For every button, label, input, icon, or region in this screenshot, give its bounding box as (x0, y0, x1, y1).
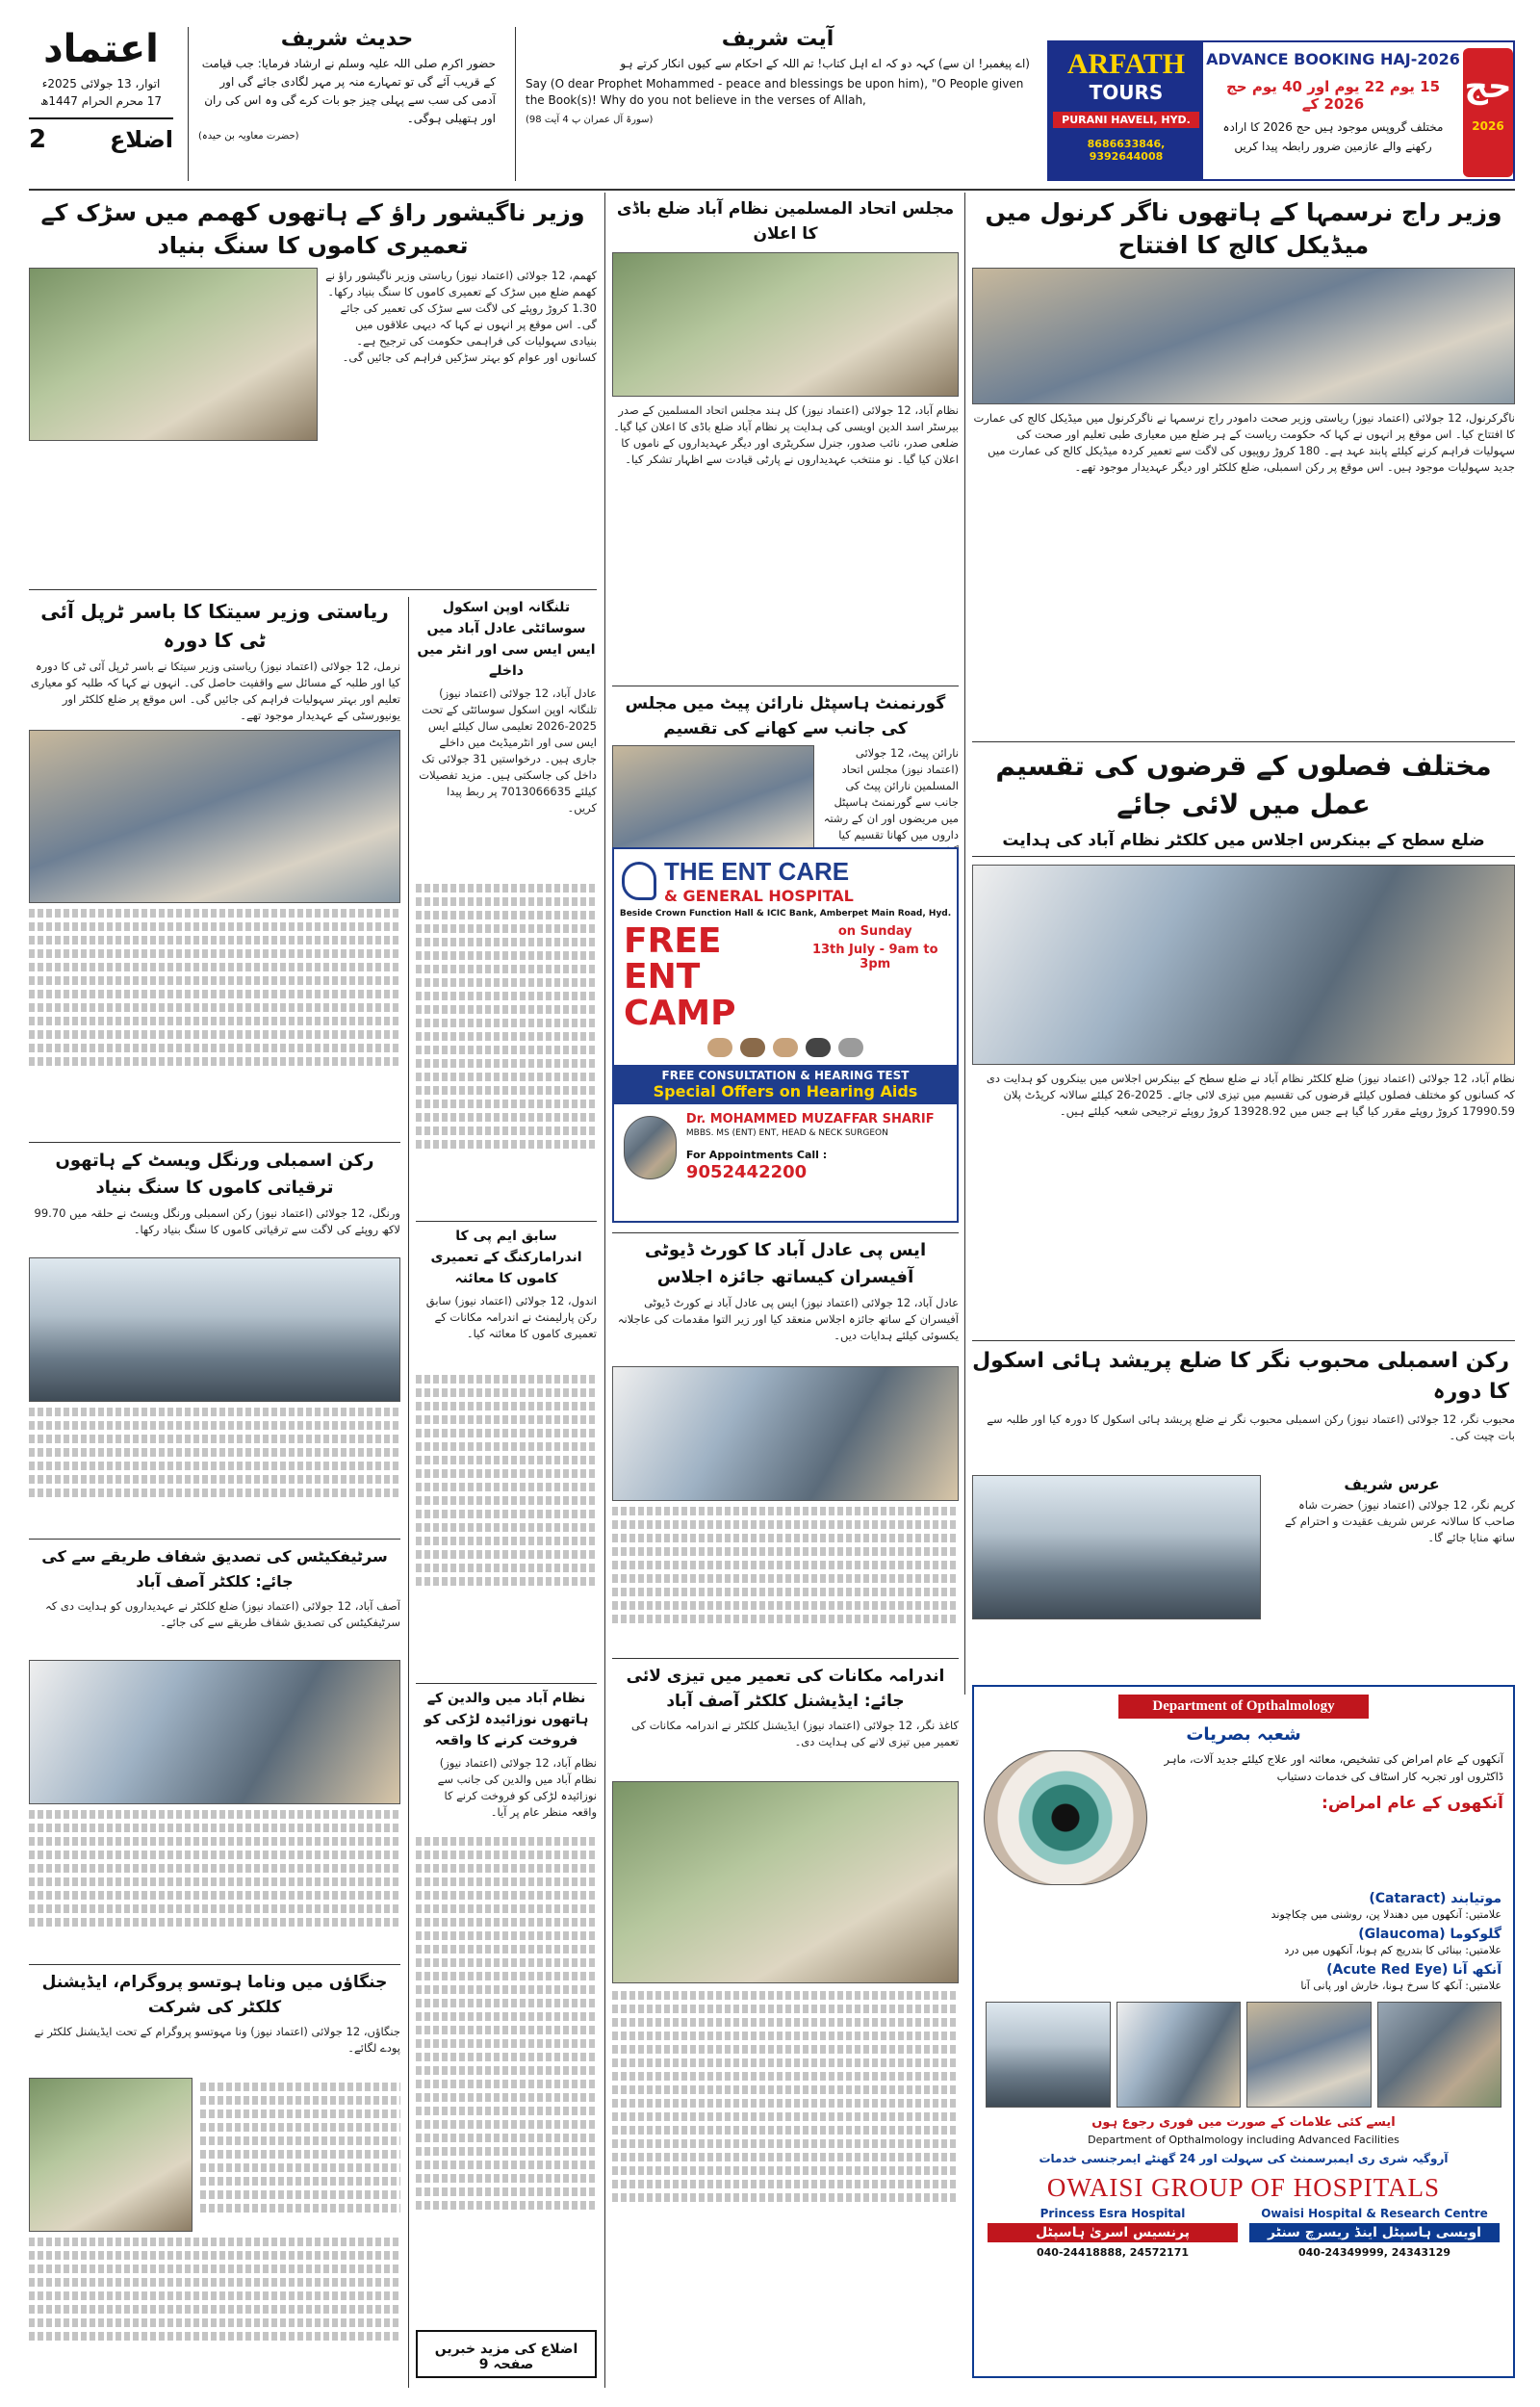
article-nizamabad-newborn (416, 1683, 597, 2318)
headline: سابق ایم پی کا اندرامارکنگ کے تعمیری کاموں کا معائنہ (416, 1221, 597, 1289)
foundation-photo (29, 268, 318, 441)
hearing-aid-icon (806, 1038, 831, 1057)
ophth-intro: آنکھوں کے عام امراض کی تشخیص، معائنہ اور علاج کیلئے جدید آلات، ماہر ڈاکٹروں اور تجربہ کار اسٹاف کی خدمات دستیاب (1164, 1752, 1503, 1783)
masthead-date-2: 17 محرم الحرام 1447ھ (39, 94, 162, 108)
section-rule (29, 1539, 400, 1540)
disease-2: گلوکوما (Glaucoma) (1358, 1927, 1502, 1942)
iiit-visit-photo (29, 730, 400, 903)
article-road-foundation (29, 196, 597, 582)
ophth-dept-ur: شعبہ بصریات (1186, 1724, 1301, 1745)
owaisi-hospital-ad (972, 1685, 1515, 2378)
ent-subtitle: & GENERAL HOSPITAL (664, 887, 854, 905)
ayat-title: آیت شریف (721, 27, 834, 51)
ayat-box (515, 27, 1040, 181)
body: عادل آباد، 12 جولائی (اعتماد نیوز) تلنگانہ اوپن اسکول سوسائٹی کے تحت 2025-2026 تعلیمی سال کیلئے ایس ایس سی اور انٹرمیڈیٹ میں داخلے جاری ہیں۔ درخواستیں 31 جولائی تک داخل کی جاسکتی ہیں۔ مزید تفصیلات کیلئے 7013066635 پر ربط پیدا کریں۔ (419, 686, 597, 815)
hearing-aids-row (614, 1038, 957, 1057)
article-indiramma-houses (612, 1664, 959, 2376)
sp-meeting-photo (612, 1366, 959, 1501)
section-label: اضلاع (109, 126, 173, 153)
ent-care-ad (612, 847, 959, 1223)
ent-doctor: Dr. MOHAMMED MUZAFFAR SHARIF (685, 1112, 935, 1126)
hospital-2-en: Owaisi Hospital & Research Centre (1261, 2207, 1488, 2220)
arfath-urdu-1: 15 یوم 22 یوم اور 40 یوم حج 2026 کے (1225, 78, 1441, 113)
hadith-source: (حضرت معاویہ بن حیدہ) (198, 131, 299, 142)
body: نرمل، 12 جولائی (اعتماد نیوز) ریاستی وزیر سیتکا نے باسر ٹرپل آئی ٹی کا دورہ کیا اور طلبہ کے مسائل سے واقفیت حاصل کی۔ انہوں نے کہا کہ طلبہ کو معیاری تعلیم اور بہتر سہولیات فراہم کی جائیں گی۔ اس موقع پر ضلع کلکٹر اور یونیورسٹی کے عہدیدار موجود تھے۔ (30, 660, 400, 722)
more-news-box (416, 2330, 597, 2378)
hospital-1-phone: 040-24418888, 24572171 (1037, 2246, 1189, 2259)
subhead: ضلع سطح کے بینکرس اجلاس میں کلکٹر نظام آباد کی ہدایت (972, 830, 1515, 857)
aarogyasri-line: آروگیہ شری ری ایمبرسمنٹ کی سہولت اور 24 گھنٹے ایمرجنسی خدمات (1039, 2152, 1449, 2165)
ent-offer-1: FREE CONSULTATION & HEARING TEST (661, 1069, 910, 1082)
ent-camp: ENT CAMP (624, 957, 736, 1033)
ent-degree: MBBS. MS (ENT) ENT, HEAD & NECK SURGEON (685, 1128, 888, 1138)
urs-headline: عرس شریف (1344, 1475, 1440, 1493)
body: کاغذ نگر، 12 جولائی (اعتماد نیوز) ایڈیشنل کلکٹر نے اندرامہ مکانات کی تعمیر میں تیزی لانے کی ہدایت دی۔ (631, 1719, 959, 1748)
doctor-photo (624, 1116, 677, 1179)
hearing-aid-icon (740, 1038, 765, 1057)
headline: ایس پی عادل آباد کا کورٹ ڈیوٹی آفیسران کیساتھ جائزہ اجلاس (612, 1232, 959, 1291)
certificates-photo (29, 1660, 400, 1804)
body: عادل آباد، 12 جولائی (اعتماد نیوز) ایس پی عادل آباد نے کورٹ ڈیوٹی آفیسران کے ساتھ جائزہ اجلاس منعقد کیا اور زیر التوا مقدمات کی عاجلانہ یکسوئی کیلئے ہدایات دیں۔ (617, 1296, 959, 1342)
body: ناگرکرنول، 12 جولائی (اعتماد نیوز) ریاستی وزیر صحت دامودر راج نرسمہا نے ناگرکرنول میں میڈیکل کالج کی عمارت کا افتتاح کیا۔ اس موقع پر انہوں نے کہا کہ حکومت ریاست کے ہر ضلع میں معیاری طبی تعلیم اور صحت کی سہولیات فراہم کرنے کیلئے پابند عہد ہے۔ 180 کروڑ روپیوں کی لاگت سے تعمیر کردہ میڈیکل کالج کی عمارت میں جدید سہولیات موجود ہیں۔ اس موقع پر رکن اسمبلی، ضلع کلکٹر اور دیگر عہدیدار موجود تھے۔ (973, 411, 1515, 474)
ophth-dept-en: Department of Opthalmology (1118, 1695, 1369, 1719)
arfath-phones: 8686633846, 9392644008 (1087, 138, 1166, 163)
arfath-haj-badge (1463, 48, 1513, 177)
section-rule (972, 741, 1515, 742)
headline: رکن اسمبلی ورنگل ویسٹ کے ہاتھوں ترقیاتی کاموں کا سنگ بنیاد (55, 1151, 374, 1198)
hearing-aid-icon (773, 1038, 798, 1057)
column-rule (964, 193, 965, 1695)
headline: مجلس اتحاد المسلمین نظام آباد ضلع باڈی کا اعلان (616, 199, 955, 244)
article-open-school (416, 597, 597, 1213)
urs-body: کریم نگر، 12 جولائی (اعتماد نیوز) حضرت شاہ صاحب کا سالانہ عرس شریف عقیدت و احترام کے ساتھ منایا جائے گا۔ (1284, 1498, 1515, 1544)
headline: وزیر ناگیشور راؤ کے ہاتھوں کھمم میں سڑک کے تعمیری کاموں کا سنگ بنیاد (40, 199, 585, 259)
arfath-badge-text: حج (1464, 67, 1512, 106)
ophth-tagline-en: Department of Opthalmology including Advanced Facilities (1088, 2134, 1399, 2146)
hospital-2-phone: 040-24349999, 24343129 (1298, 2246, 1450, 2259)
masthead-rule (29, 189, 1515, 191)
article-certificates (29, 1544, 400, 1958)
masthead-logo: اعتماد (43, 27, 159, 71)
page-number: 2 (29, 125, 47, 154)
body: آصف آباد، 12 جولائی (اعتماد نیوز) ضلع کلکٹر نے عہدیداروں کو ہدایت دی کہ سرٹیفکیٹس کی تصدیق شفاف طریقے سے کی جائے۔ (44, 1599, 400, 1629)
eye-photo (984, 1750, 1147, 1885)
ayat-source: (سورۃ آل عمران پ 4 آیت 98) (526, 115, 654, 125)
ayat-english: Say (O dear Prophet Mohammed - peace and blessings be upon him), "O People given the Book(s)! Why do you not believe in the verses of Allah, (526, 77, 1024, 107)
equipment-photo (1246, 2002, 1372, 2108)
arfath-brand: ARFATH (1066, 48, 1186, 80)
medical-college-photo (972, 268, 1515, 404)
masthead-date-1: اتوار، 13 جولائی 2025ء (41, 77, 161, 91)
ent-when-time: 13th July - 9am to 3pm (811, 943, 938, 971)
body: کھمم، 12 جولائی (اعتماد نیوز) ریاستی وزیر ناگیشور راؤ نے کھمم ضلع میں سڑک کے تعمیری کاموں کا سنگ بنیاد رکھا۔ 1.30 کروڑ روپئے کی لاگت سے سڑک کی تعمیر کی جائے گی۔ اس موقع پر انہوں نے کہا کہ دیہی علاقوں میں بنیادی سہولیات کی فراہمی حکومت کی ترجیح ہے۔ کسانوں اور عوام کو بہتر سڑکیں فراہم کی جائیں گی۔ (325, 269, 597, 364)
article-vanamahotsavam (29, 1970, 400, 2378)
headline: اندرامہ مکانات کی تعمیر میں تیزی لائی جائے: ایڈیشنل کلکٹر آصف آباد (626, 1667, 945, 1711)
disease-1-symptoms: علامتیں: آنکھوں میں دھندلا پن، روشنی میں چکاچوند (1270, 1908, 1502, 1921)
body: نظام آباد، 12 جولائی (اعتماد نیوز) ضلع کلکٹر نظام آباد نے ضلع سطح کے بینکرس اجلاس میں بینکروں کو ہدایت دی کہ کسانوں کو مختلف فصلوں کیلئے قرضوں کی تقسیم میں تیزی لائی جائے۔ 2025-26 کیلئے سالانہ کریڈٹ پلان 17990.59 کروڑ روپئے مقرر کیا گیا ہے جس میں 13928.92 کروڑ روپئے ترجیحی شعبہ کیلئے ہیں۔ (986, 1072, 1515, 1118)
headline: مختلف فصلوں کے قرضوں کی تقسیم عمل میں لائی جائے (995, 750, 1492, 820)
disease-3-symptoms: علامتیں: آنکھ کا سرخ ہونا، خارش اور پانی آنا (1300, 1980, 1502, 1992)
article-warangal-west (29, 1148, 400, 1533)
ayat-urdu: (اے پیغمبر! ان سے) کہہ دو کہ اے اہل کتاب! تم اللہ کے احکام سے کیوں انکار کرتے ہو (620, 57, 1030, 70)
arfath-badge-year: 2026 (1472, 119, 1504, 133)
body: جنگاؤں، 12 جولائی (اعتماد نیوز) ونا مہوتسو پروگرام کے تحت ایڈیشنل کلکٹر نے پودے لگائے۔ (34, 2025, 400, 2055)
arfath-ad (1047, 40, 1515, 181)
equipment-photo (986, 2002, 1111, 2108)
hadith-title: حدیث شریف (280, 27, 414, 51)
masthead (29, 27, 173, 181)
hearing-aid-icon (838, 1038, 863, 1057)
warangal-photo (29, 1257, 400, 1402)
article-sp-adilabad (612, 1232, 959, 1646)
arfath-urdu-3: رکھنے والے عازمین ضرور رابطہ پیدا کریں (1234, 140, 1432, 153)
housing-site-photo (612, 1781, 959, 1983)
section-rule (29, 1964, 400, 1965)
hospital-2-ur: اویسی ہاسپٹل اینڈ ریسرچ سنٹر (1249, 2223, 1500, 2242)
ent-appt-label: For Appointments Call : (685, 1149, 828, 1161)
article-iiit-visit (29, 597, 400, 1136)
disease-3: آنکھ آنا (Acute Red Eye) (1326, 1962, 1502, 1978)
disease-1: موتیابند (Cataract) (1369, 1891, 1502, 1906)
owaisi-group-title: OWAISI GROUP OF HOSPITALS (1046, 2173, 1441, 2202)
headline: وزیر راج نرسمہا کے ہاتھوں ناگر کرنول میں میڈیکل کالج کا افتتاح (985, 198, 1502, 259)
section-rule (29, 1142, 400, 1143)
body: نارائن پیٹ، 12 جولائی (اعتماد نیوز) مجلس اتحاد المسلمین نارائن پیٹ کی جانب سے گورنمنٹ ہاسپٹل میں مریضوں اور ان کے رشتہ داروں میں کھانا تقسیم کیا (823, 746, 959, 841)
headline: گورنمنٹ ہاسپٹل نارائن پیٹ میں مجلس کی جانب سے کھانے کی تقسیم (625, 694, 946, 738)
ent-title: THE ENT CARE (664, 857, 850, 886)
body: محبوب نگر، 12 جولائی (اعتماد نیوز) رکن اسمبلی محبوب نگر نے ضلع پریشد ہائی اسکول کا دورہ کیا اور طلبہ سے بات چیت کی۔ (987, 1412, 1515, 1442)
ent-address: Beside Crown Function Hall & ICIC Bank, Amberpet Main Road, Hyd. (619, 909, 952, 919)
ent-phone: 9052442200 (685, 1162, 808, 1182)
hospital-1-ur: پرنسیس اسریٰ ہاسپٹل (988, 2223, 1238, 2242)
ent-free: FREE (624, 921, 722, 961)
diseases-title: آنکھوں کے عام امراض: (1322, 1794, 1503, 1813)
ent-offer-2: Special Offers on Hearing Aids (653, 1082, 918, 1100)
headline: سرٹیفکیٹس کی تصدیق شفاف طریقے سے کی جائے: کلکٹر آصف آباد (41, 1547, 388, 1591)
article-medical-college (972, 196, 1515, 736)
ear-logo-icon (622, 862, 656, 900)
hadith-text: حضور اکرم صلی اللہ علیہ وسلم نے ارشاد فرمایا: جب قیامت کے قریب آئے گی تو تمہارے منہ پر مہر لگادی جائے گی اور آدمی کی سب سے پہلی چیز جو بات کرے گی وہ اس کی ران اور ہتھیلی ہوگی۔ (201, 57, 496, 125)
bankers-meeting-photo (972, 865, 1515, 1065)
body: نظام آباد، 12 جولائی (اعتماد نیوز) نظام آباد میں والدین کی جانب سے نوزائیدہ لڑکی کو فروخت کرنے کا واقعہ منظر عام پر آیا۔ (437, 1756, 597, 1819)
column-rule (408, 597, 409, 2388)
equipment-photo (1116, 2002, 1242, 2108)
headline: نظام آباد میں والدین کے ہاتھوں نوزائیدہ لڑکی کو فروخت کرنے کا واقعہ (416, 1683, 597, 1751)
arfath-address: PURANI HAVELI, HYD. (1053, 112, 1199, 128)
article-majlis-ittehad (612, 196, 959, 678)
headline: تلنگانہ اوپن اسکول سوسائٹی عادل آباد میں ایس ایس سی اور انٹر میں داخلے (417, 600, 596, 679)
section-rule (612, 1658, 959, 1659)
plantation-photo (29, 2078, 192, 2232)
article-crop-loans (972, 747, 1515, 1334)
article-ex-mp (416, 1221, 597, 1673)
ent-when-day: on Sunday (837, 924, 912, 939)
headline: رکن اسمبلی محبوب نگر کا ضلع پریشد ہائی اسکول کا دورہ (972, 1349, 1509, 1404)
headline: جنگاؤں میں وناما ہوتسو پروگرام، ایڈیشنل کلکٹر کی شرکت (41, 1973, 388, 2017)
article-rythu-bazar (612, 691, 959, 841)
arfath-headline: ADVANCE BOOKING HAJ-2026 (1206, 50, 1460, 68)
body: ورنگل، 12 جولائی (اعتماد نیوز) رکن اسمبلی ورنگل ویسٹ نے حلقہ میں 99.70 لاکھ روپئے کی لاگت سے ترقیاتی کاموں کا سنگ بنیاد رکھا۔ (34, 1206, 400, 1236)
article-mahabubnagar-school (972, 1346, 1515, 1673)
hearing-aid-icon (707, 1038, 732, 1057)
arfath-urdu-2: مختلف گروپس موجود ہیں حج 2026 کا ارادہ (1222, 120, 1444, 134)
hospital-1-en: Princess Esra Hospital (1040, 2207, 1186, 2220)
column-rule (604, 193, 605, 2388)
school-visit-photo (972, 1475, 1261, 1619)
more-news-label: اضلاع کی مزید خبریں صفحہ 9 (434, 2342, 578, 2372)
body: نظام آباد، 12 جولائی (اعتماد نیوز) کل ہند مجلس اتحاد المسلمین کے صدر بیرسٹر اسد الدین اویسی کی ہدایت پر نظام آباد ضلع باڈی کا اعلان کیا گیا۔ ضلعی صدر، نائب صدور، جنرل سکریٹری اور دیگر عہدیداروں کے ناموں کا اعلان کیا گیا۔ نو منتخب عہدیداروں نے پارٹی قیادت سے اظہار تشکر کیا۔ (613, 403, 959, 466)
section-rule (29, 589, 597, 590)
headline: ریاستی وزیر سیتکا کا باسر ٹرپل آئی ٹی کا دورہ (40, 600, 389, 652)
disease-2-symptoms: علامتیں: بینائی کا بتدریج کم ہونا، آنکھوں میں درد (1284, 1944, 1502, 1956)
ophth-tagline-ur: ایسے کئی علامات کے صورت میں فوری رجوع ہوں (1091, 2115, 1396, 2130)
majlis-photo (612, 252, 959, 397)
section-rule (972, 1340, 1515, 1341)
arfath-brand-2: TOURS (1089, 81, 1164, 104)
hadith-box (188, 27, 505, 181)
equipment-photo (1377, 2002, 1502, 2108)
body: اندول، 12 جولائی (اعتماد نیوز) سابق رکن پارلیمنٹ نے اندرامہ مکانات کے تعمیری کاموں کا معائنہ کیا۔ (425, 1294, 597, 1340)
